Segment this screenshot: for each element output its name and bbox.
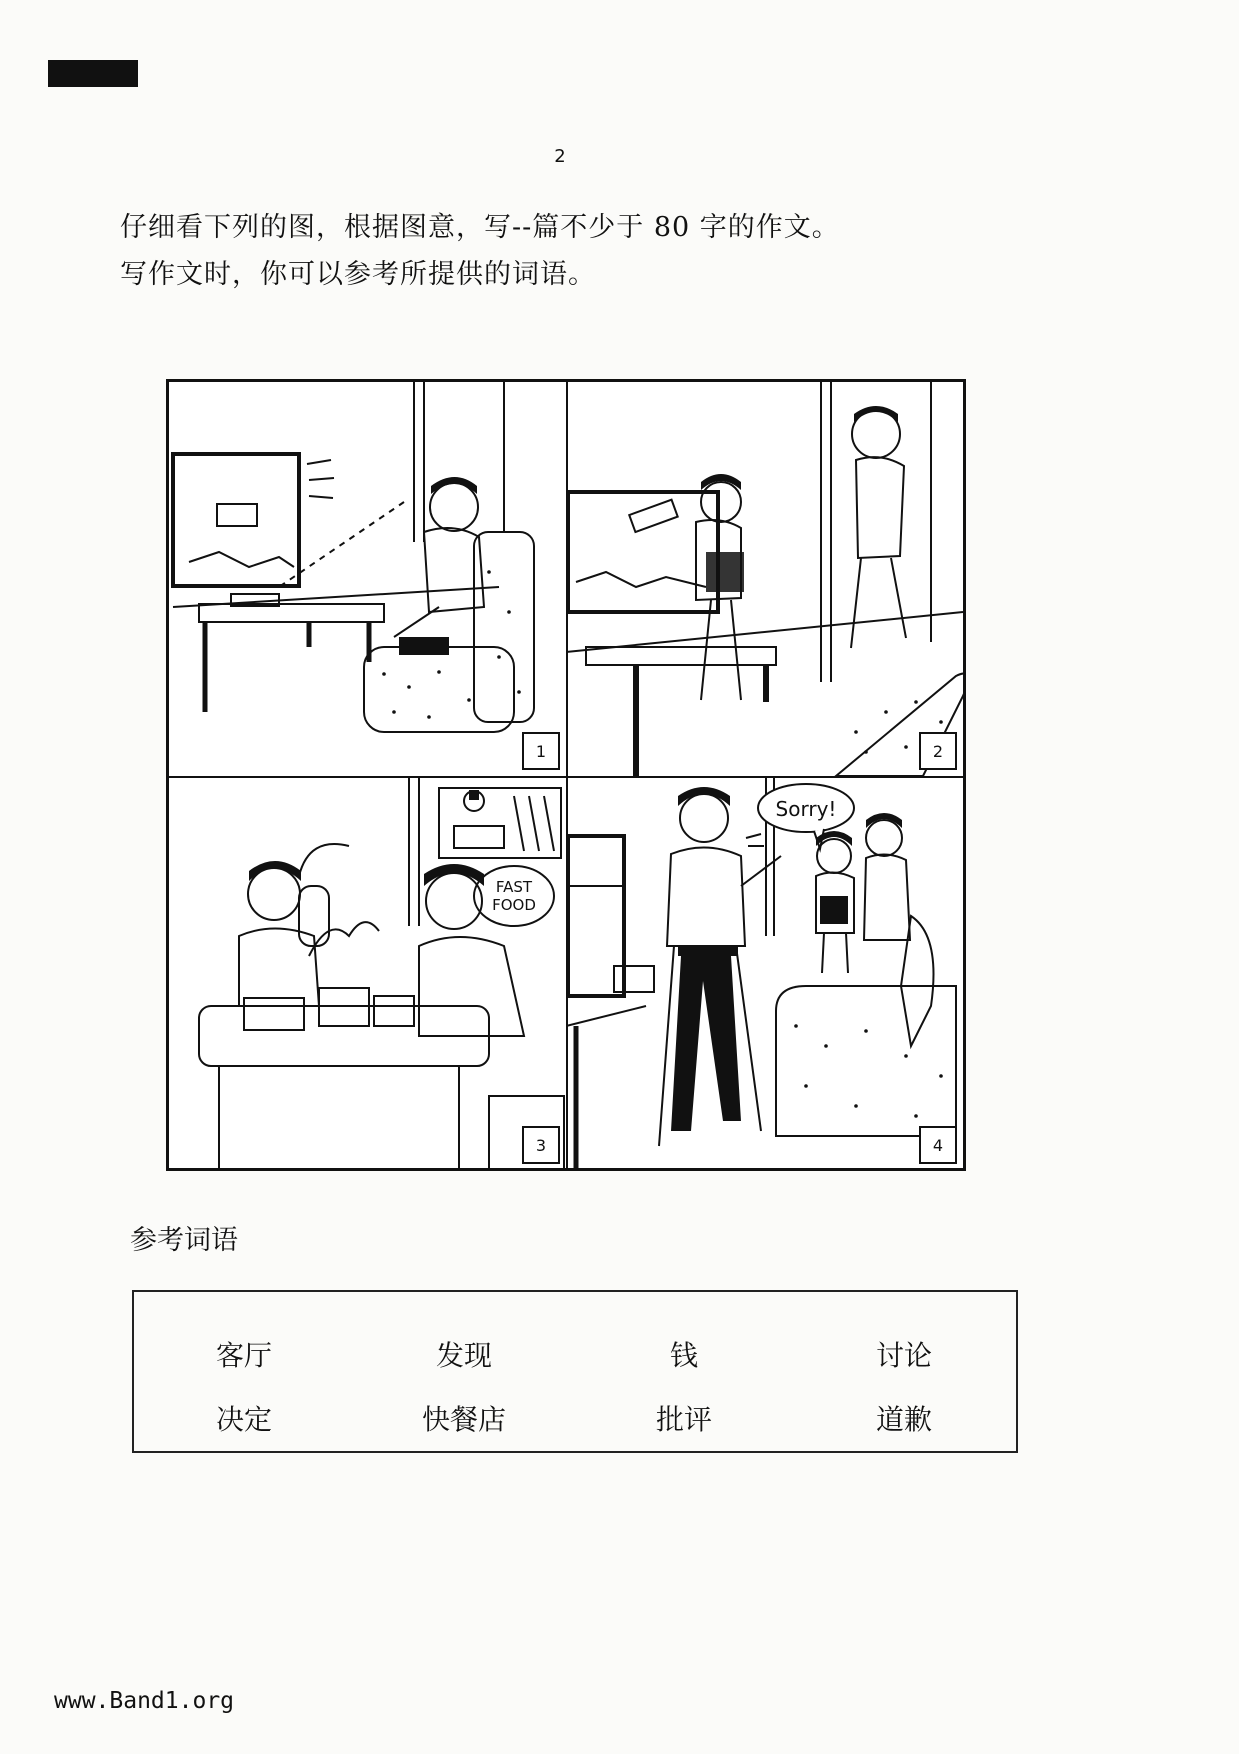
word-item: 快餐店 <box>421 1403 507 1436</box>
word-item: 发现 <box>435 1339 493 1372</box>
redaction-bar <box>48 60 138 87</box>
word-item: 讨论 <box>875 1339 933 1372</box>
instruction-line-2: 写作文时，你可以参考所提供的词语。 <box>120 259 596 290</box>
speech-bubble-text: Sorry! <box>775 797 837 821</box>
word-item: 决定 <box>215 1403 273 1436</box>
panel-2-illustration <box>566 382 963 776</box>
word-item: 钱 <box>669 1339 699 1372</box>
word-item: 客厅 <box>215 1339 273 1372</box>
panel-2-number: 2 <box>919 732 957 770</box>
panel-1-illustration <box>169 382 566 776</box>
panel-3-number: 3 <box>522 1126 560 1164</box>
panel-4-illustration <box>566 776 963 1170</box>
comic-strip <box>166 379 966 1171</box>
fast-food-sign-line-1: FAST <box>495 878 533 896</box>
reference-words-box <box>132 1290 1018 1453</box>
page-number: 2 <box>554 146 566 167</box>
panel-4-number: 4 <box>919 1126 957 1164</box>
footer-url: www.Band1.org <box>54 1688 235 1714</box>
panel-1-number: 1 <box>522 732 560 770</box>
word-item: 道歉 <box>875 1403 933 1436</box>
instruction-line-1: 仔细看下列的图，根据图意，写--篇不少于 80 字的作文。 <box>120 212 840 243</box>
comic-panel-3 <box>169 776 568 1170</box>
comic-panel-4 <box>566 776 963 1170</box>
panel-3-illustration <box>169 776 566 1170</box>
comic-panel-2 <box>566 382 963 778</box>
word-item: 批评 <box>655 1403 713 1436</box>
reference-words-title: 参考词语 <box>130 1225 238 1256</box>
fast-food-sign-line-2: FOOD <box>492 896 536 914</box>
comic-panel-1 <box>169 382 568 778</box>
